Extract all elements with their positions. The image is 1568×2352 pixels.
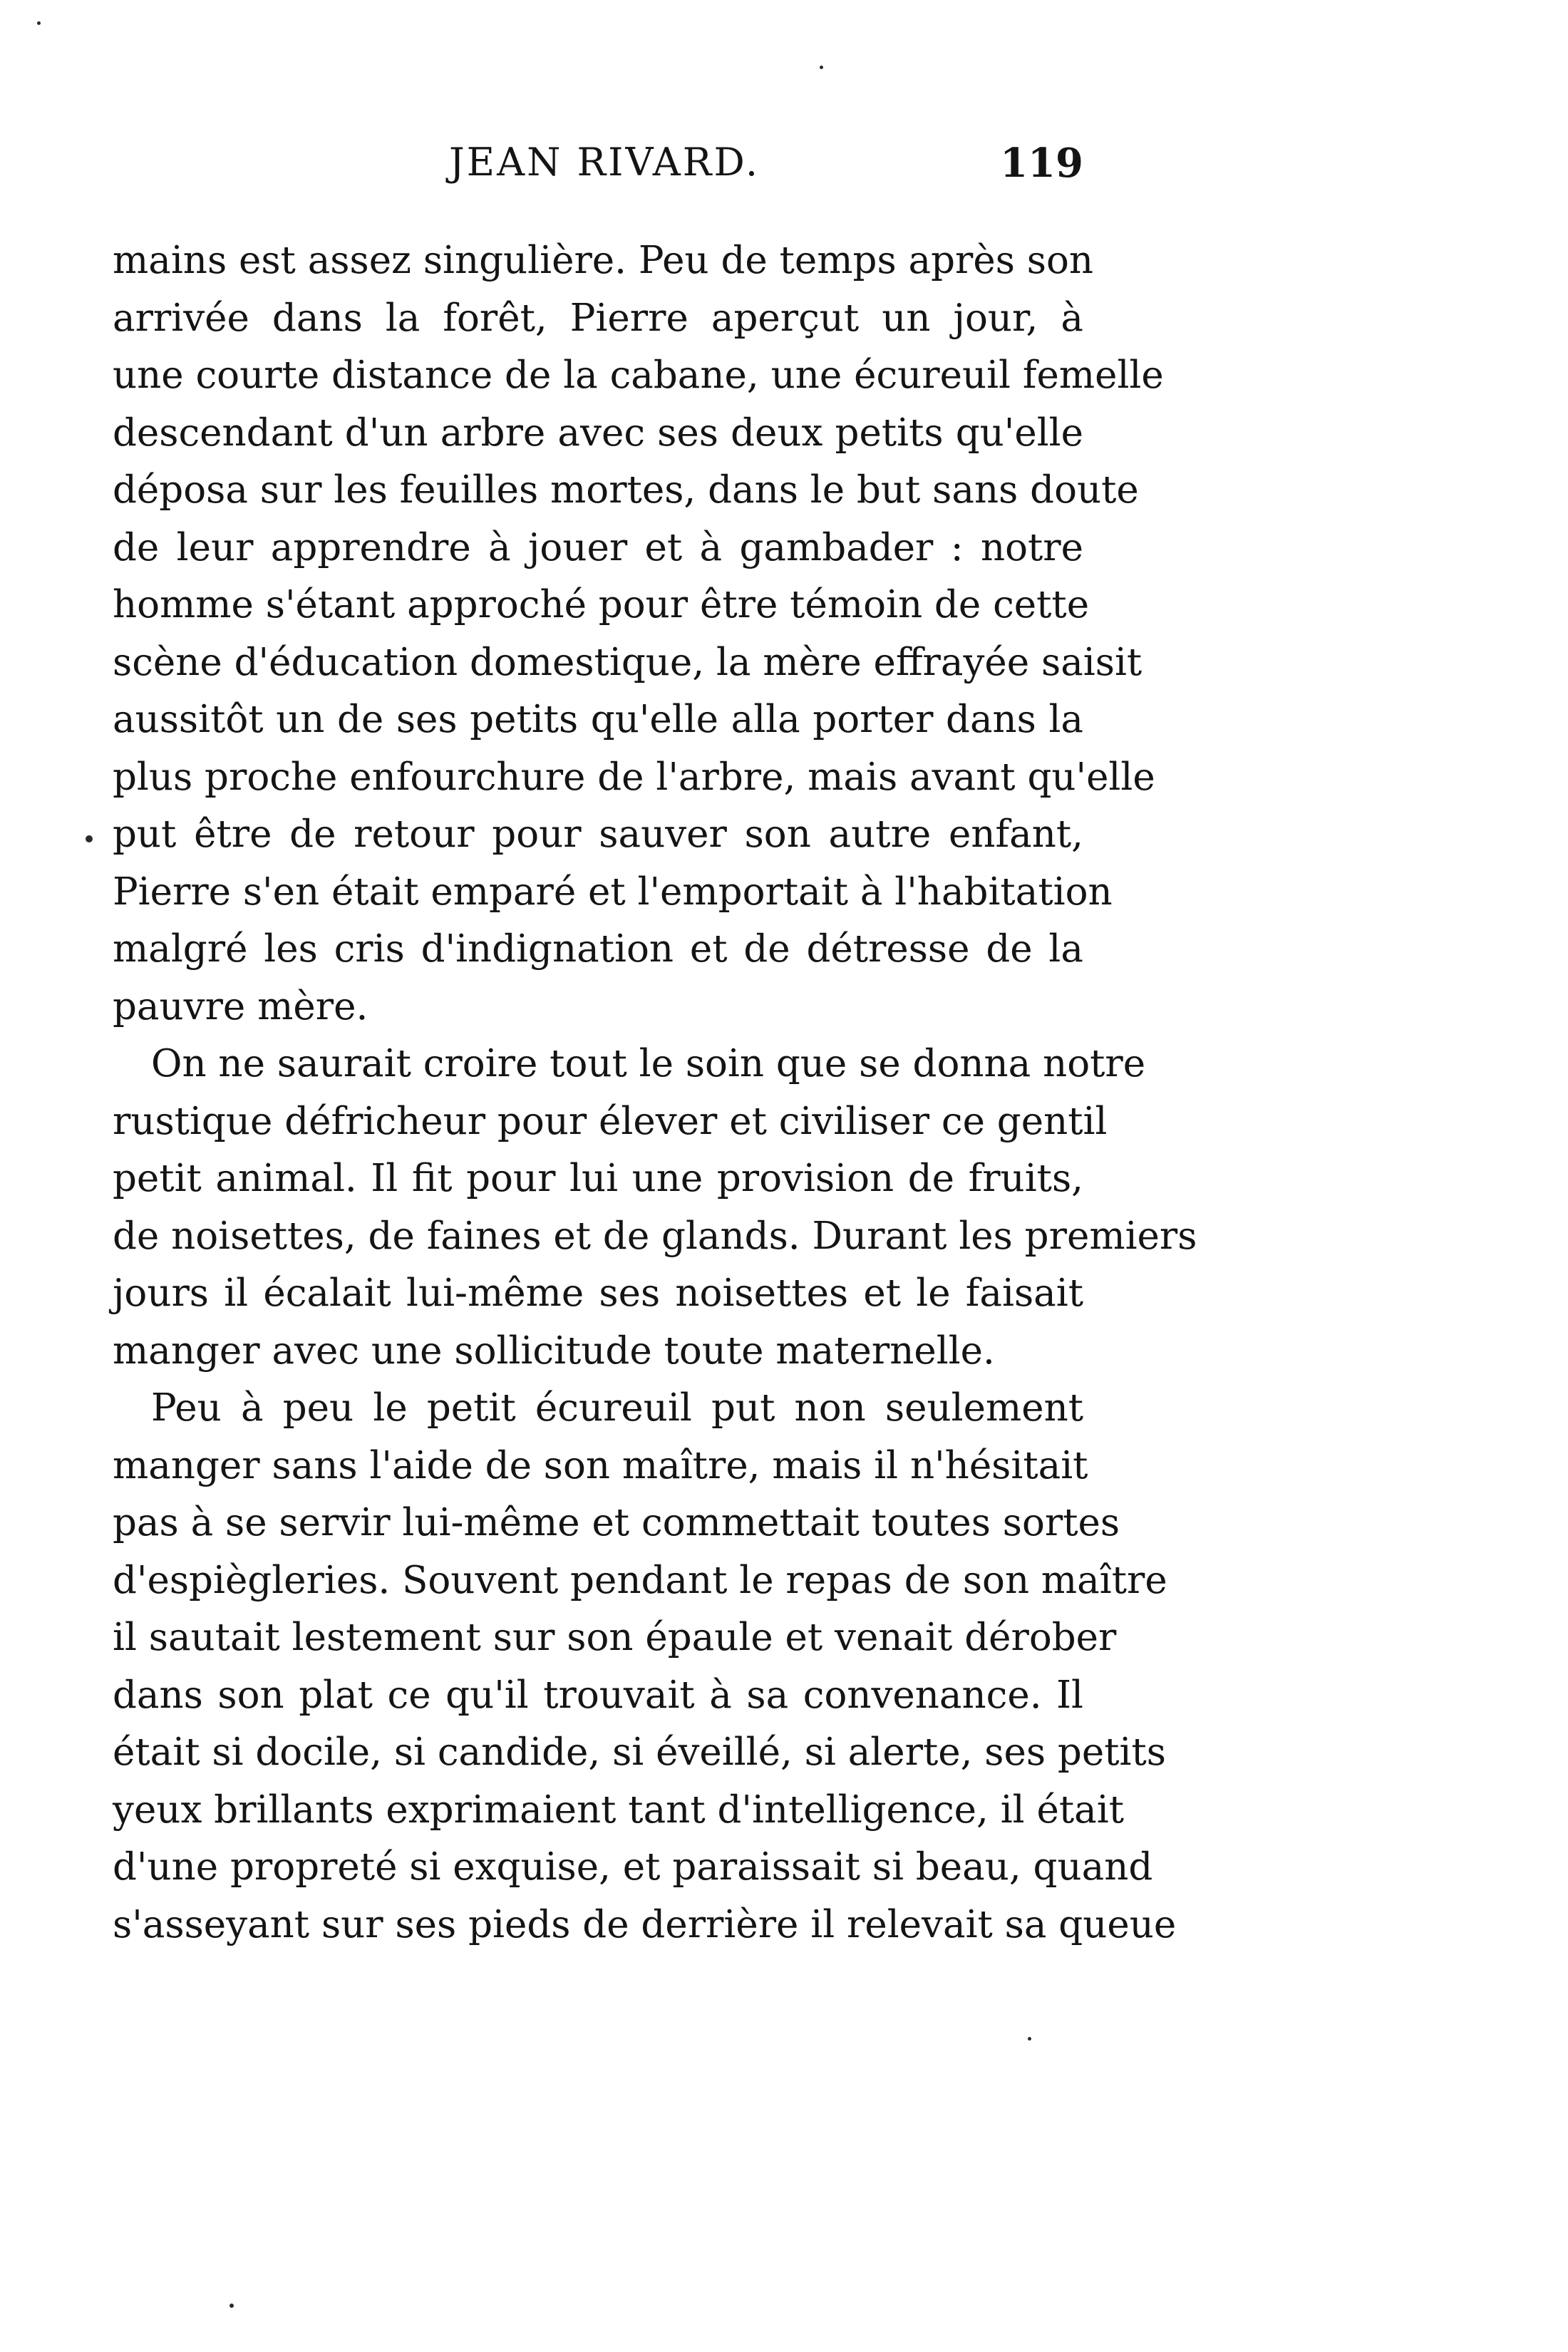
text-line: pauvre mère. (113, 984, 368, 1028)
text-line: de noisettes, de faines et de glands. Durant les premiers (113, 1214, 1197, 1258)
text-line: Pierre s'en était emparé et l'emportait à l'habitation (113, 870, 1113, 914)
text-line: rustique défricheur pour élever et civiliser ce gentil (113, 1099, 1108, 1143)
text-line: jours il écalait lui-même ses noisettes et le faisait (113, 1272, 1083, 1315)
scan-speck (37, 21, 41, 25)
text-line: yeux brillants exprimaient tant d'intelligence, il était (113, 1788, 1124, 1832)
text-line: malgré les cris d'indignation et de détresse de la (113, 927, 1083, 971)
text-line: dans son plat ce qu'il trouvait à sa convenance. Il (113, 1673, 1083, 1717)
text-line: pas à se servir lui-même et commettait toutes sortes (113, 1501, 1120, 1544)
text-line: scène d'éducation domestique, la mère effrayée saisit (113, 640, 1143, 684)
text-line: d'une propreté si exquise, et paraissait si beau, quand (113, 1845, 1153, 1889)
text-line: déposa sur les feuilles mortes, dans le but sans doute (113, 468, 1139, 512)
text-line: manger avec une sollicitude toute maternelle. (113, 1329, 995, 1373)
text-line: manger sans l'aide de son maître, mais il n'hésitait (113, 1443, 1088, 1487)
text-line: aussitôt un de ses petits qu'elle alla porter dans la (113, 698, 1083, 741)
text-line: s'asseyant sur ses pieds de derrière il relevait sa queue (113, 1902, 1177, 1946)
page-number: 119 (1000, 140, 1083, 187)
running-head: JEAN RIVARD. (449, 140, 760, 185)
scan-speck (229, 2304, 234, 2308)
text-line: put être de retour pour sauver son autre enfant, (113, 813, 1083, 856)
body-text (113, 232, 1197, 1954)
text-line: une courte distance de la cabane, une écureuil femelle (113, 354, 1164, 397)
text-line: de leur apprendre à jouer et à gambader : notre (113, 525, 1083, 569)
scan-speck (1028, 2037, 1031, 2041)
paragraph-first-line: Peu à peu le petit écureuil put non seulement (151, 1386, 1083, 1430)
text-line: il sautait lestement sur son épaule et venait dérober (113, 1616, 1117, 1659)
paragraph-first-line: On ne saurait croire tout le soin que se donna notre (151, 1042, 1146, 1085)
text-line: plus proche enfourchure de l'arbre, mais avant qu'elle (113, 755, 1155, 799)
page-header (107, 140, 1083, 190)
text-line: descendant d'un arbre avec ses deux petits qu'elle (113, 411, 1083, 455)
text-line: d'espiègleries. Souvent pendant le repas de son maître (113, 1558, 1167, 1602)
text-line: petit animal. Il fit pour lui une provision de fruits, (113, 1157, 1083, 1200)
text-line: mains est assez singulière. Peu de temps après son (113, 239, 1094, 282)
text-line: était si docile, si candide, si éveillé, si alerte, ses petits (113, 1731, 1166, 1774)
text-line: arrivée dans la forêt, Pierre aperçut un jour, à (113, 296, 1083, 340)
scan-speck (86, 835, 93, 842)
text-line: homme s'étant approché pour être témoin de cette (113, 583, 1090, 626)
scan-speck (820, 66, 823, 69)
